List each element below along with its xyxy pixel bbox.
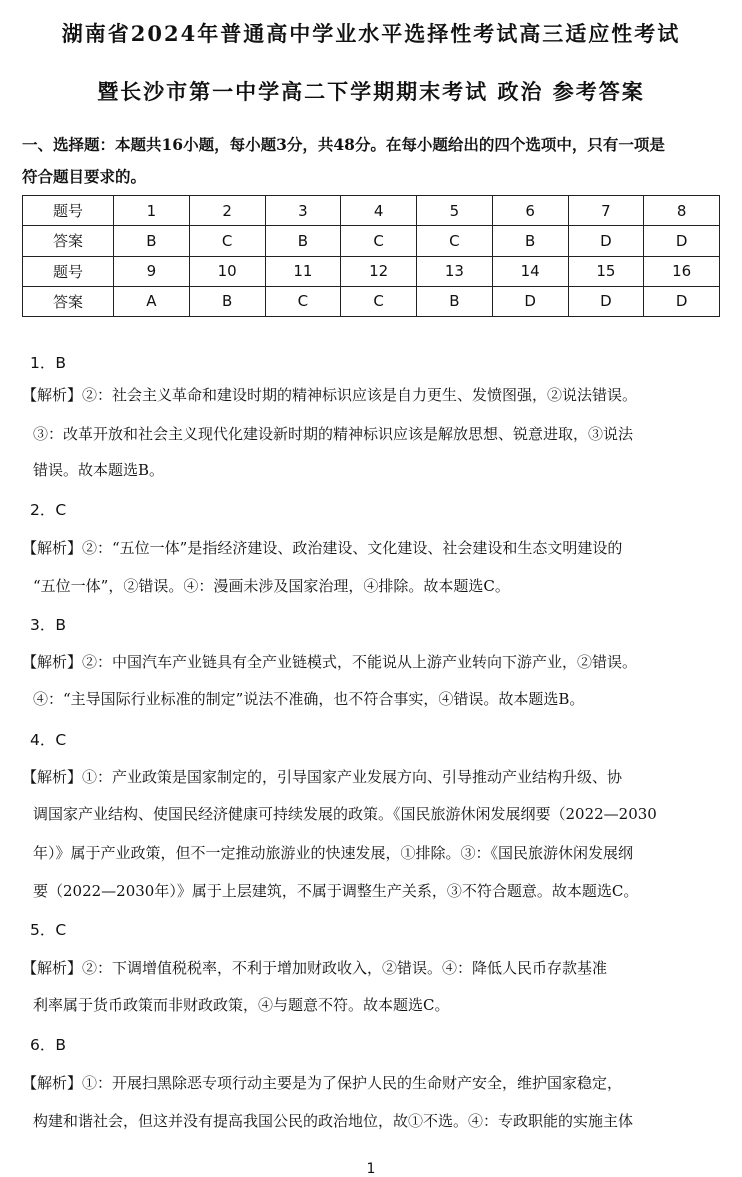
explanation-line: 【解析】②：“五位一体”是指经济建设、政治建设、文化建设、社会建设和生态文明建设的: [22, 539, 623, 557]
table-cell: B: [492, 226, 568, 256]
table-cell: C: [417, 226, 493, 256]
table-cell: C: [341, 286, 417, 316]
question-number: 4．C: [30, 731, 67, 749]
table-cell: 答案: [23, 226, 114, 256]
table-cell: C: [189, 226, 265, 256]
section-heading-cont: 符合题目要求的。: [22, 167, 147, 186]
question-number: 6．B: [30, 1036, 66, 1054]
table-cell: D: [644, 226, 720, 256]
table-cell: 8: [644, 196, 720, 226]
explanation-line: 调国家产业结构、使国民经济健康可持续发展的政策。《国民旅游休闲发展纲要（2022—2030: [33, 805, 657, 823]
table-cell: D: [568, 226, 644, 256]
table-cell: 10: [189, 256, 265, 286]
table-cell: 6: [492, 196, 568, 226]
table-cell: 2: [189, 196, 265, 226]
table-row: [23, 286, 720, 316]
table-row: [23, 256, 720, 286]
table-cell: 14: [492, 256, 568, 286]
table-cell: C: [265, 286, 341, 316]
table-cell: 5: [417, 196, 493, 226]
explanation-line: 【解析】①：开展扫黑除恶专项行动主要是为了保护人民的生命财产安全，维护国家稳定，: [22, 1074, 623, 1092]
document-subtitle: 暨长沙市第一中学高二下学期期末考试 政治 参考答案: [97, 79, 645, 104]
explanation-line: 利率属于货币政策而非财政政策，④与题意不符。故本题选C。: [33, 996, 450, 1014]
table-cell: B: [417, 286, 493, 316]
table-cell: A: [114, 286, 190, 316]
explanation-line: 【解析】②：中国汽车产业链具有全产业链模式，不能说从上游产业转向下游产业，②错误。: [22, 653, 638, 671]
table-cell: 题号: [23, 256, 114, 286]
answer-table: [22, 195, 720, 317]
explanation-line: 错误。故本题选B。: [33, 461, 165, 479]
explanation-line: 年）》属于产业政策，但不一定推动旅游业的快速发展，①排除。③：《国民旅游休闲发展纲: [33, 844, 634, 862]
section-heading: 一、选择题：本题共16小题，每小题3分，共48分。在每小题给出的四个选项中，只有一项是: [22, 135, 665, 154]
table-row: [23, 226, 720, 256]
explanation-line: ④：“主导国际行业标准的制定”说法不准确，也不符合事实，④错误。故本题选B。: [33, 690, 585, 708]
table-row: [23, 196, 720, 226]
question-number: 5．C: [30, 921, 67, 939]
document-title: 湖南省2024年普通高中学业水平选择性考试高三适应性考试: [61, 21, 681, 46]
table-cell: D: [644, 286, 720, 316]
explanation-line: ③：改革开放和社会主义现代化建设新时期的精神标识应该是解放思想、锐意进取，③说法: [33, 425, 634, 443]
question-number: 3．B: [30, 616, 66, 634]
question-number: 2．C: [30, 501, 67, 519]
explanation-line: 【解析】②：下调增值税税率，不利于增加财政收入，②错误。④：降低人民币存款基准: [22, 959, 608, 977]
table-cell: D: [492, 286, 568, 316]
table-cell: D: [568, 286, 644, 316]
table-cell: 11: [265, 256, 341, 286]
table-cell: 题号: [23, 196, 114, 226]
table-cell: 12: [341, 256, 417, 286]
table-cell: 3: [265, 196, 341, 226]
page-number: 1: [366, 1161, 376, 1177]
explanation-line: 要（2022—2030年）》属于上层建筑，不属于调整生产关系，③不符合题意。故本题选C。: [33, 882, 639, 900]
table-cell: 13: [417, 256, 493, 286]
table-cell: 4: [341, 196, 417, 226]
explanation-line: “五位一体”，②错误。④：漫画未涉及国家治理，④排除。故本题选C。: [33, 577, 510, 595]
question-number: 1．B: [30, 354, 66, 372]
table-cell: 7: [568, 196, 644, 226]
table-cell: C: [341, 226, 417, 256]
table-cell: B: [265, 226, 341, 256]
table-cell: 15: [568, 256, 644, 286]
explanation-line: 【解析】②：社会主义革命和建设时期的精神标识应该是自力更生、发愤图强，②说法错误。: [22, 386, 638, 404]
table-cell: 答案: [23, 286, 114, 316]
table-cell: 9: [114, 256, 190, 286]
table-cell: B: [189, 286, 265, 316]
table-cell: 1: [114, 196, 190, 226]
explanation-line: 【解析】①：产业政策是国家制定的，引导国家产业发展方向、引导推动产业结构升级、协: [22, 768, 623, 786]
table-cell: B: [114, 226, 190, 256]
table-cell: 16: [644, 256, 720, 286]
explanation-line: 构建和谐社会，但这并没有提高我国公民的政治地位，故①不选。④：专政职能的实施主体: [33, 1112, 634, 1130]
